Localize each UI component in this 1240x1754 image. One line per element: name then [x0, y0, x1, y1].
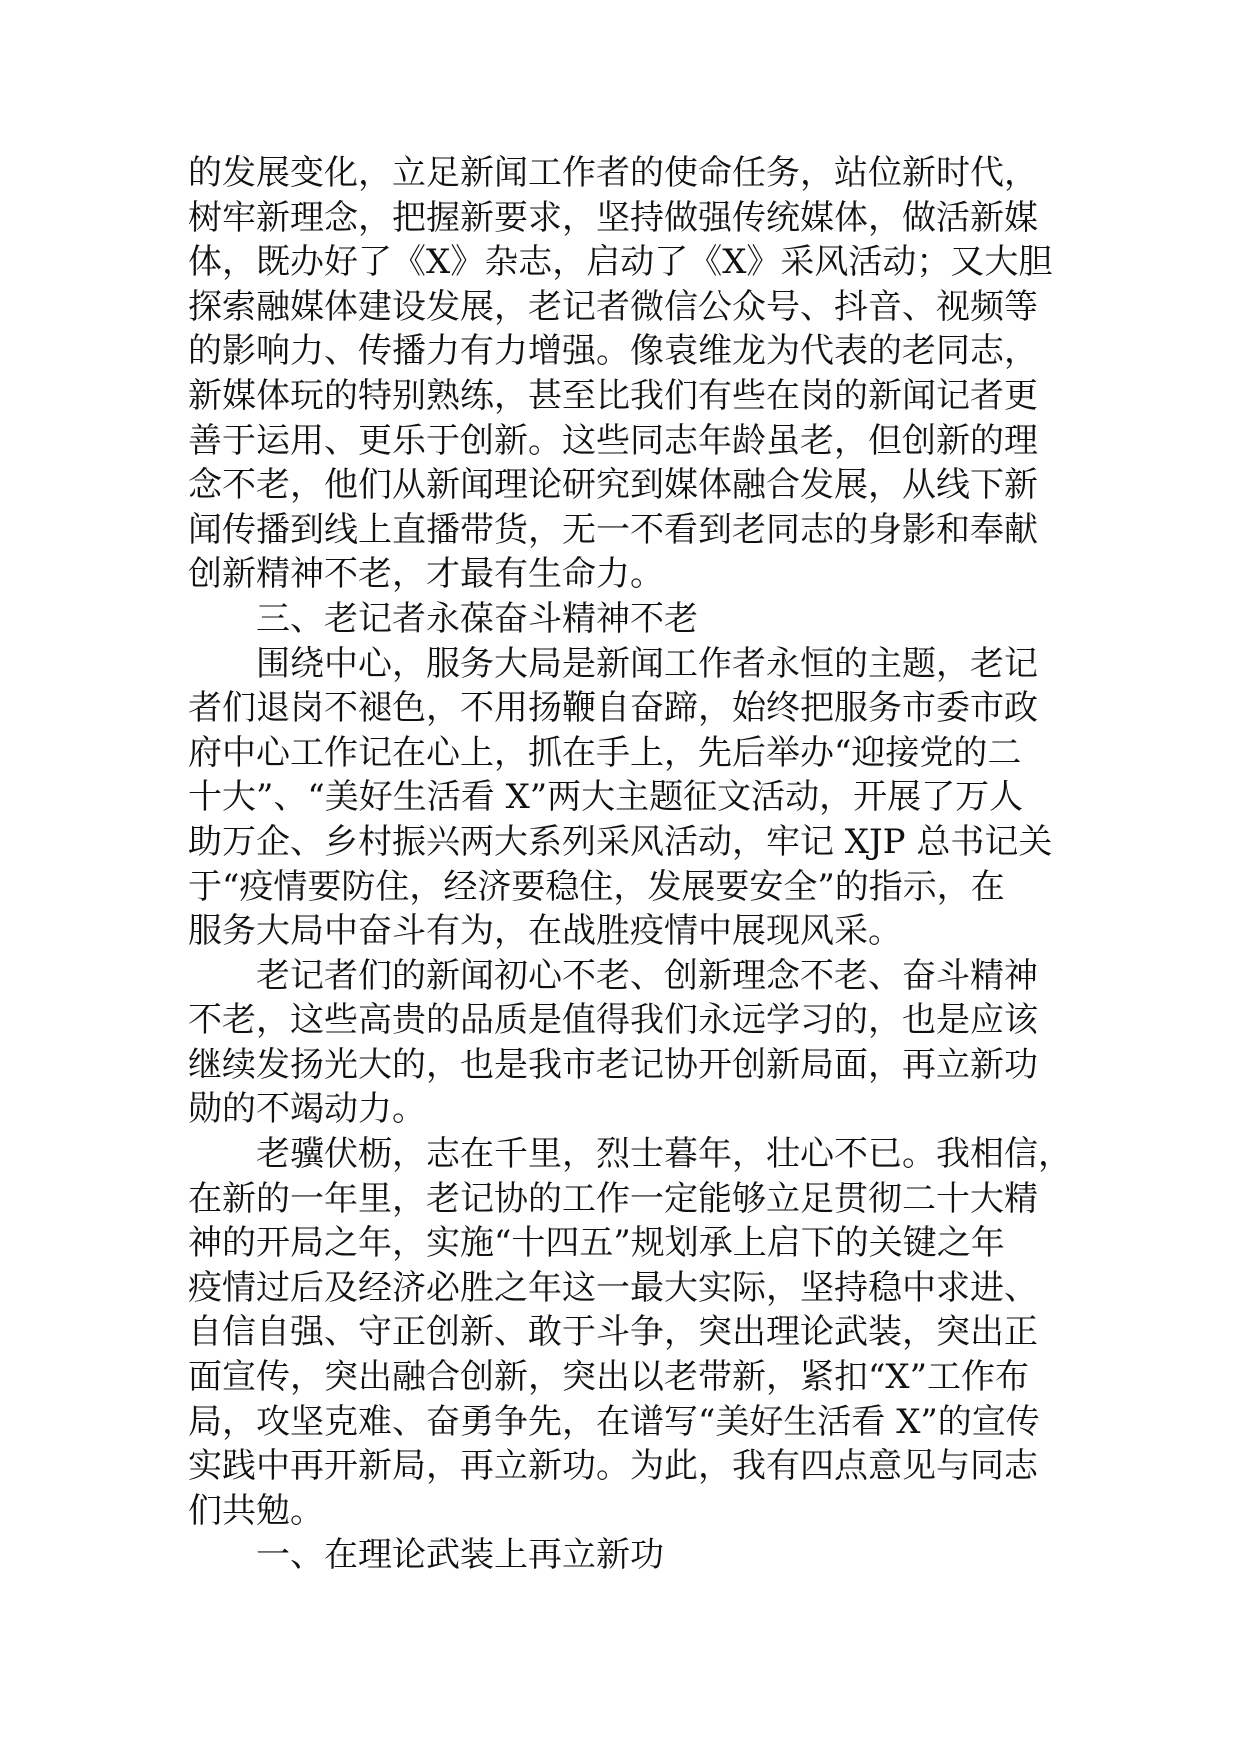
- text-line: 勋的不竭动力。: [188, 1089, 426, 1130]
- section-heading-3: 三、老记者永葆奋斗精神不老: [256, 598, 698, 639]
- text-line: 新媒体玩的特别熟练，甚至比我们有些在岗的新闻记者更: [188, 375, 1038, 416]
- section-heading-1: 一、在理论武装上再立新功: [256, 1535, 664, 1576]
- text-line: 疫情过后及经济必胜之年这一最大实际，坚持稳中求进、: [188, 1267, 1038, 1308]
- text-line: 们共勉。: [188, 1490, 324, 1531]
- text-line: 闻传播到线上直播带货，无一不看到老同志的身影和奉献: [188, 509, 1038, 550]
- text-line: 围绕中心，服务大局是新闻工作者永恒的主题，老记: [256, 643, 1038, 684]
- text-line: 自信自强、守正创新、敢于斗争，突出理论武装，突出正: [188, 1312, 1038, 1353]
- text-line: 府中心工作记在心上，抓在手上，先后举办“迎接党的二: [188, 732, 1022, 773]
- text-line: 神的开局之年，实施“十四五”规划承上启下的关键之年: [188, 1223, 1005, 1264]
- text-line: 念不老，他们从新闻理论研究到媒体融合发展，从线下新: [188, 465, 1038, 506]
- text-line: 者们退岗不褪色，不用扬鞭自奋蹄，始终把服务市委市政: [188, 688, 1038, 729]
- text-line: 创新精神不老，才最有生命力。: [188, 554, 664, 595]
- text-line: 的发展变化，立足新闻工作者的使命任务，站位新时代，: [188, 153, 1038, 193]
- text-line: 体，既办好了《X》杂志，启动了《X》采风活动；又大胆: [188, 242, 1053, 283]
- text-line: 服务大局中奋斗有为，在战胜疫情中展现风采。: [188, 911, 902, 952]
- text-line: 面宣传，突出融合创新，突出以老带新，紧扣“X”工作布: [188, 1357, 1029, 1398]
- text-line: 不老，这些高贵的品质是值得我们永远学习的，也是应该: [188, 1000, 1038, 1041]
- text-line: 局，攻坚克难、奋勇争先，在谱写“美好生活看 X”的宣传: [188, 1401, 1040, 1442]
- text-line: 的影响力、传播力有力增强。像袁维龙为代表的老同志，: [188, 331, 1038, 372]
- text-line: 探索融媒体建设发展，老记者微信公众号、抖音、视频等: [188, 286, 1038, 327]
- text-line: 十大”、“美好生活看 X”两大主题征文活动，开展了万人: [188, 777, 1024, 818]
- body-text: [188, 151, 1088, 1578]
- text-line: 老骥伏枥，志在千里，烈士暮年，壮心不已。我相信，: [256, 1134, 1072, 1175]
- text-line: 助万企、乡村振兴两大系列采风活动，牢记 XJP 总书记关: [188, 821, 1053, 862]
- text-line: 树牢新理念，把握新要求，坚持做强传统媒体，做活新媒: [188, 197, 1038, 238]
- text-line: 在新的一年里，老记协的工作一定能够立足贯彻二十大精: [188, 1178, 1038, 1219]
- text-line: 于“疫情要防住，经济要稳住，发展要安全”的指示，在: [188, 866, 1005, 907]
- text-line: 老记者们的新闻初心不老、创新理念不老、奋斗精神: [256, 955, 1038, 996]
- text-line: 继续发扬光大的，也是我市老记协开创新局面，再立新功: [188, 1044, 1038, 1085]
- text-line: 实践中再开新局，再立新功。为此，我有四点意见与同志: [188, 1446, 1038, 1487]
- text-line: 善于运用、更乐于创新。这些同志年龄虽老，但创新的理: [188, 420, 1038, 461]
